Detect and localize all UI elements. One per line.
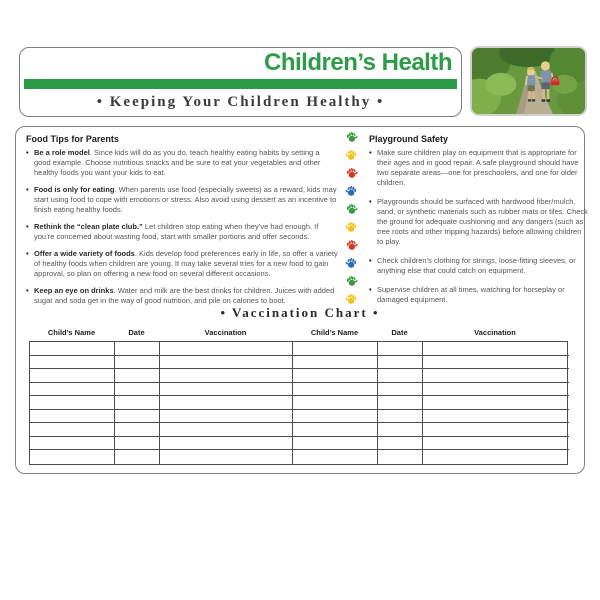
vaccination-cell (423, 396, 569, 410)
vaccination-column-header: Vaccination (474, 328, 516, 337)
vaccination-cell (30, 423, 115, 437)
vaccination-cell (423, 383, 569, 397)
playground-safety-section (369, 134, 589, 314)
food-tip-item (26, 185, 338, 215)
food-tip-text: . When parents use food (especially sweets) as a reward, kids may start using food to cope with emotions or stress. Also avoid using dessert as an incentive to finish eating healthy foods. (34, 185, 337, 214)
vaccination-cell (423, 450, 569, 464)
vaccination-cell (293, 356, 378, 370)
children-photo-illustration (472, 48, 585, 114)
vaccination-cell (115, 450, 160, 464)
playground-safety-item: • Make sure children play on equipment that is appropriate for their ages and in good repair. A safe playground should have two separate areas—one for preschoolers, and one for older children. (369, 148, 589, 188)
food-tip-lead: Rethink the “clean plate club.” (34, 222, 143, 231)
vaccination-cell (160, 450, 293, 464)
vaccination-cell (160, 356, 293, 370)
vaccination-cell (160, 396, 293, 410)
vaccination-cell (115, 437, 160, 451)
vaccination-cell (115, 369, 160, 383)
vaccination-cell (293, 396, 378, 410)
vaccination-cell (378, 450, 423, 464)
playground-safety-list (369, 148, 589, 305)
handprint-icon (345, 274, 358, 287)
vaccination-cell (115, 356, 160, 370)
handprint-icon (345, 148, 358, 161)
food-tip-lead: Keep an eye on drinks (34, 286, 114, 295)
food-tip-text: . Since kids will do as you do, teach healthy eating habits by setting a good example. Choose nutritious snacks and be sure to eat your vegetables and other healthy foods you want your kids to eat. (34, 148, 321, 177)
playground-safety-item: • Playgrounds should be surfaced with hardwood fiber/mulch, sand, or synthetic materials such as rubber mats or tiles. Check the ground for adequate cushioning and any dangers (such as tree roots and other tripping hazards) before allowing children to play. (369, 197, 589, 247)
vaccination-table (29, 341, 568, 465)
vaccination-cell (293, 450, 378, 464)
vaccination-cell (30, 437, 115, 451)
tagline: • Keeping Your Children Healthy • (96, 94, 385, 110)
vaccination-cell (30, 396, 115, 410)
content-panel (15, 126, 588, 474)
food-tips-section (26, 134, 338, 313)
vaccination-cell (293, 369, 378, 383)
vaccination-column-header: Child’s Name (47, 328, 96, 337)
vaccination-cell (293, 410, 378, 424)
children-photo (470, 46, 587, 116)
vaccination-cell (160, 369, 293, 383)
vaccination-cell (160, 437, 293, 451)
food-tip-lead: Food is only for eating (34, 185, 115, 194)
food-tip-lead: Be a role model (34, 148, 90, 157)
playground-safety-heading: Playground Safety (369, 134, 449, 144)
vaccination-cell (423, 437, 569, 451)
vaccination-cell (115, 410, 160, 424)
vaccination-cell (160, 342, 293, 356)
vaccination-chart-title: • Vaccination Chart • (220, 305, 380, 320)
vaccination-cell (423, 342, 569, 356)
vaccination-table-header (29, 327, 568, 339)
vaccination-cell (378, 437, 423, 451)
vaccination-cell (115, 423, 160, 437)
vaccination-cell (293, 342, 378, 356)
vaccination-column-header: Date (391, 328, 408, 337)
vaccination-cell (293, 437, 378, 451)
vaccination-cell (423, 423, 569, 437)
food-tip-text: . Water and milk are the best drinks for children. Juices with added sugar and soda get in the way of good nutrition, and pile on calories to boot. (34, 286, 335, 305)
vaccination-column-header: Vaccination (204, 328, 247, 337)
vaccination-cell (293, 383, 378, 397)
food-tip-item (26, 148, 338, 178)
handprint-icon (345, 184, 358, 197)
accent-bar (24, 79, 457, 89)
food-tip-item (26, 286, 338, 306)
vaccination-cell (423, 369, 569, 383)
food-tip-text: . Kids develop food preferences early in life, so offer a variety of healthy foods when children are young. It may take several tries for a new food to gain approval, so plan on offering a new food on several different occasions. (34, 249, 338, 278)
vaccination-cell (423, 356, 569, 370)
vaccination-cell (378, 396, 423, 410)
vaccination-cell (30, 356, 115, 370)
vaccination-cell (115, 342, 160, 356)
food-tips-heading: Food Tips for Parents (26, 134, 119, 144)
vaccination-cell (160, 383, 293, 397)
playground-safety-item: • Supervise children at all times, watching for horseplay or damaged equipment. (369, 285, 589, 305)
food-tip-text: Let children stop eating when they’ve had enough. If you’re concerned about wasting food, start with smaller portions and offer seconds. (34, 222, 319, 241)
handprint-icon (345, 220, 358, 233)
vaccination-cell (30, 410, 115, 424)
handprint-icon (345, 202, 358, 215)
vaccination-cell (293, 423, 378, 437)
vaccination-cell (115, 396, 160, 410)
vaccination-cell (30, 369, 115, 383)
food-tips-list (26, 148, 338, 306)
handprint-icon (345, 130, 358, 143)
vaccination-cell (378, 410, 423, 424)
vaccination-cell (423, 410, 569, 424)
playground-safety-item: • Check children’s clothing for strings, loose-fitting sleeves, or anything else that could catch on equipment. (369, 256, 589, 276)
handprint-icon (345, 292, 358, 305)
vaccination-cell (30, 383, 115, 397)
vaccination-cell (378, 356, 423, 370)
vaccination-cell (160, 423, 293, 437)
vaccination-column-header: Date (128, 328, 145, 337)
vaccination-cell (378, 342, 423, 356)
page-title: Children’s Health (264, 49, 452, 76)
vaccination-cell (30, 450, 115, 464)
food-tip-lead: Offer a wide variety of foods (34, 249, 135, 258)
vaccination-cell (115, 383, 160, 397)
header-panel (19, 47, 462, 117)
vaccination-column-header: Child’s Name (310, 328, 359, 337)
handprint-divider (343, 130, 359, 305)
handprint-icon (345, 238, 358, 251)
vaccination-cell (378, 383, 423, 397)
vaccination-cell (378, 423, 423, 437)
vaccination-cell (30, 342, 115, 356)
handprint-icon (345, 256, 358, 269)
vaccination-cell (378, 369, 423, 383)
vaccination-cell (160, 410, 293, 424)
food-tip-item (26, 249, 338, 279)
handprint-icon (345, 166, 358, 179)
food-tip-item (26, 222, 338, 242)
